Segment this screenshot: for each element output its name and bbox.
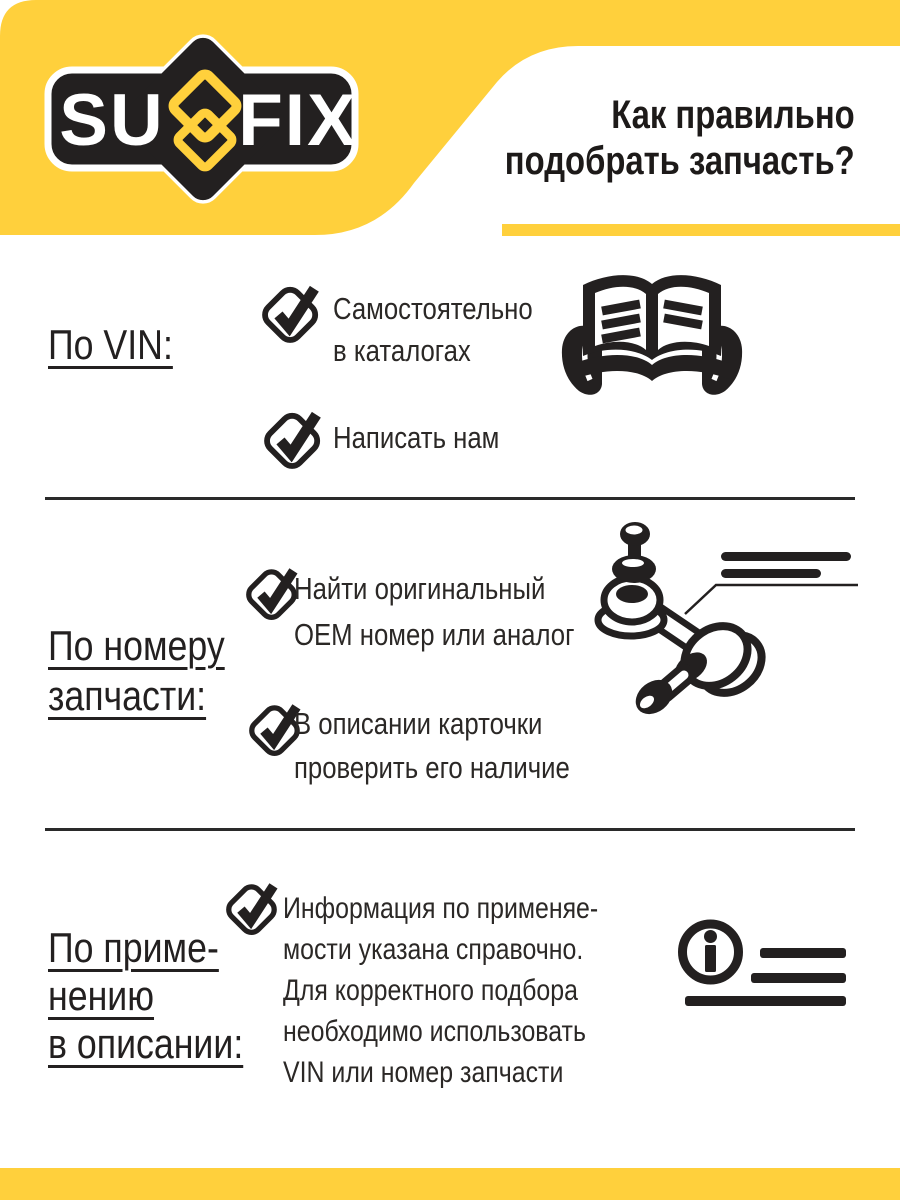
page-title xyxy=(428,92,855,184)
sufix-logo xyxy=(30,5,370,235)
check-icon xyxy=(262,280,326,344)
check-icon xyxy=(226,878,284,936)
stabilizer-link-icon xyxy=(588,510,900,718)
checklist-item: Информация по применяе- мости указана справочно. Для корректного подбора необходимо использовать VIN или номер запчасти xyxy=(283,892,599,1089)
checklist-item: Написать нам xyxy=(333,420,500,455)
title-underline-bar xyxy=(502,224,900,236)
section-heading: По VIN: xyxy=(48,321,173,368)
checklist-item: Найти оригинальный OEM номер или аналог xyxy=(294,571,575,652)
check-icon xyxy=(264,406,328,470)
footer-bar xyxy=(0,1168,900,1200)
section-divider xyxy=(45,828,855,831)
logo-text-fix: FIX xyxy=(238,80,358,161)
checklist-item: В описании карточки проверить его наличие xyxy=(294,706,570,785)
section-heading: По номеру запчасти: xyxy=(48,622,225,719)
logo-text-su: SU xyxy=(59,80,165,161)
info-lines-icon xyxy=(670,913,852,1015)
section-divider xyxy=(45,497,855,500)
page-title-line2: подобрать запчасть? xyxy=(505,139,855,183)
checklist-item: Самостоятельно в каталогах xyxy=(333,291,533,368)
section-heading: По приме- нению в описании: xyxy=(48,924,244,1067)
page-title-line1: Как правильно xyxy=(611,93,855,137)
book-in-hands-icon xyxy=(556,266,748,400)
